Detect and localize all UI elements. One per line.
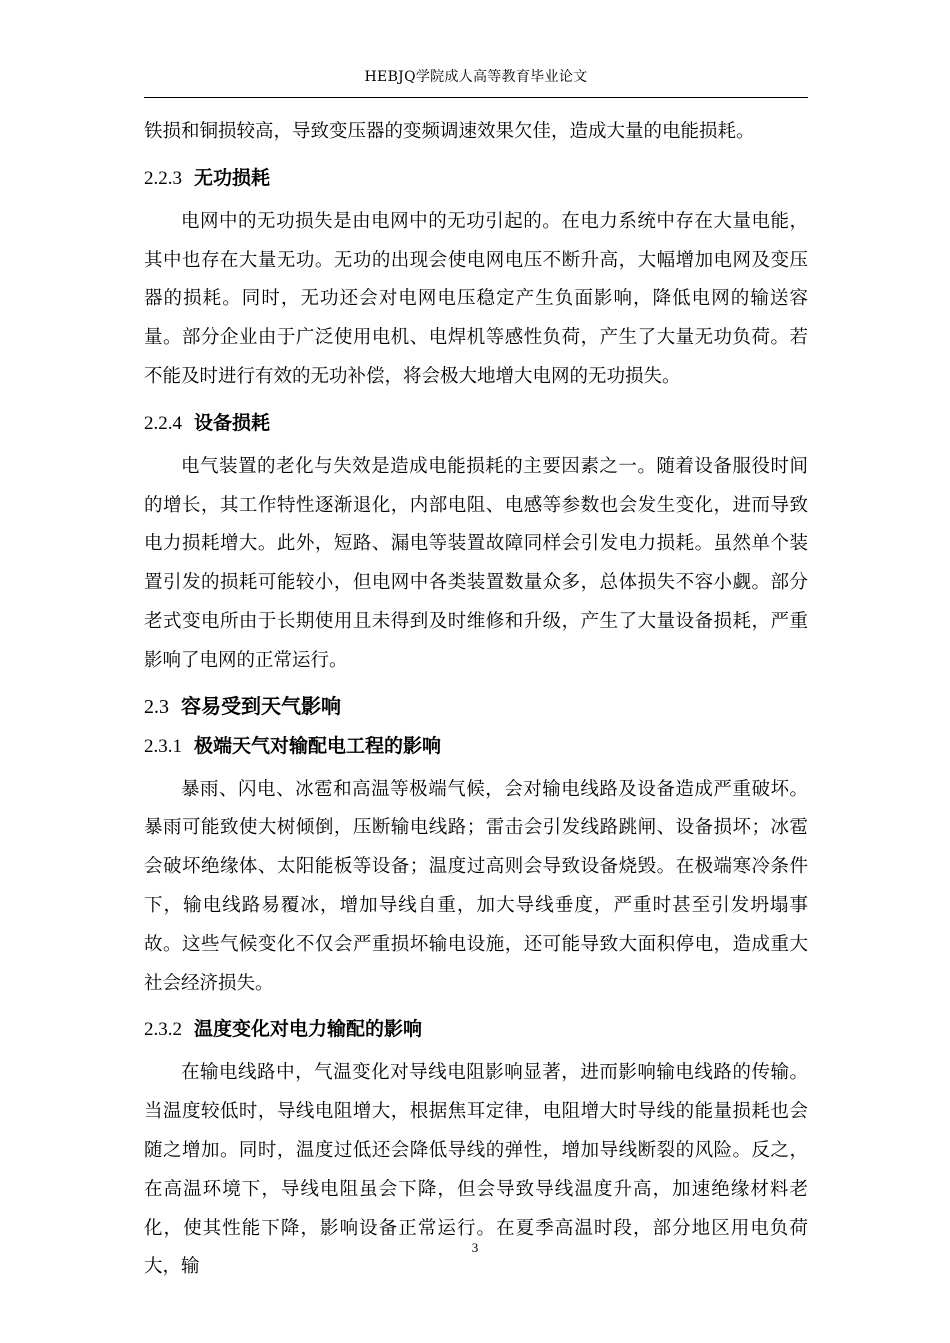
paragraph-equipment-loss: 电气装置的老化与失效是造成电能损耗的主要因素之一。随着设备服役时间的增长，其工作特性逐渐退化，内部电阻、电感等参数也会发生变化，进而导致电力损耗增大。此外，短路、漏电等装置故障同样会引发电力损耗。虽然单个装置引发的损耗可能较小，但电网中各类装置数量众多，总体损失不容小觑。部分老式变电所由于长期使用且未得到及时维修和升级，产生了大量设备损耗，严重影响了电网的正常运行。 bbox=[144, 455, 808, 671]
section-heading-2-2-4 bbox=[144, 411, 808, 436]
section-title: 容易受到天气影响 bbox=[181, 693, 341, 718]
page-number: 3 bbox=[471, 1240, 479, 1255]
section-title: 温度变化对电力输配的影响 bbox=[194, 1018, 423, 1041]
section-heading-2-2-3 bbox=[144, 166, 808, 191]
section-number: 2.3.2 bbox=[144, 1019, 182, 1041]
running-header: HEBJQ学院成人高等教育毕业论文 bbox=[364, 69, 588, 85]
section-number: 2.3 bbox=[144, 695, 169, 718]
section-title: 无功损耗 bbox=[194, 166, 271, 189]
document-body bbox=[144, 113, 808, 1287]
section-title: 设备损耗 bbox=[194, 411, 271, 434]
section-heading-2-3-1 bbox=[144, 734, 808, 759]
section-title: 极端天气对输配电工程的影响 bbox=[194, 734, 442, 757]
paragraph-reactive-loss: 电网中的无功损失是由电网中的无功引起的。在电力系统中存在大量电能，其中也存在大量无功。无功的出现会使电网电压不断升高，大幅增加电网及变压器的损耗。同时，无功还会对电网电压稳定产生负面影响，降低电网的输送容量。部分企业由于广泛使用电机、电焊机等感性负荷，产生了大量无功负荷。若不能及时进行有效的无功补偿，将会极大地增大电网的无功损失。 bbox=[144, 210, 808, 387]
header-divider bbox=[144, 97, 808, 98]
paragraph-extreme-weather: 暴雨、闪电、冰雹和高温等极端气候，会对输电线路及设备造成严重破坏。暴雨可能致使大树倾倒，压断输电线路；雷击会引发线路跳闸、设备损坏；冰雹会破坏绝缘体、太阳能板等设备；温度过高则会导致设备烧毁。在极端寒冷条件下，输电线路易覆冰，增加导线自重，加大导线垂度，严重时甚至引发坍塌事故。这些气候变化不仅会严重损坏输电设施，还可能导致大面积停电，造成重大社会经济损失。 bbox=[144, 778, 808, 994]
section-number: 2.2.4 bbox=[144, 412, 182, 434]
section-heading-2-3 bbox=[144, 693, 808, 720]
section-number: 2.2.3 bbox=[144, 167, 182, 189]
section-number: 2.3.1 bbox=[144, 735, 182, 757]
section-heading-2-3-2 bbox=[144, 1017, 808, 1042]
paragraph-continuation: 铁损和铜损较高，导致变压器的变频调速效果欠佳，造成大量的电能损耗。 bbox=[144, 121, 755, 142]
paragraph-temperature-change: 在输电线路中，气温变化对导线电阻影响显著，进而影响输电线路的传输。当温度较低时，导线电阻增大，根据焦耳定律，电阻增大时导线的能量损耗也会随之增加。同时，温度过低还会降低导线的弹性，增加导线断裂的风险。反之，在高温环境下，导线电阻虽会下降，但会导致导线温度升高，加速绝缘材料老化，使其性能下降，影响设备正常运行。在夏季高温时段，部分地区用电负荷大，输 bbox=[144, 1062, 808, 1278]
